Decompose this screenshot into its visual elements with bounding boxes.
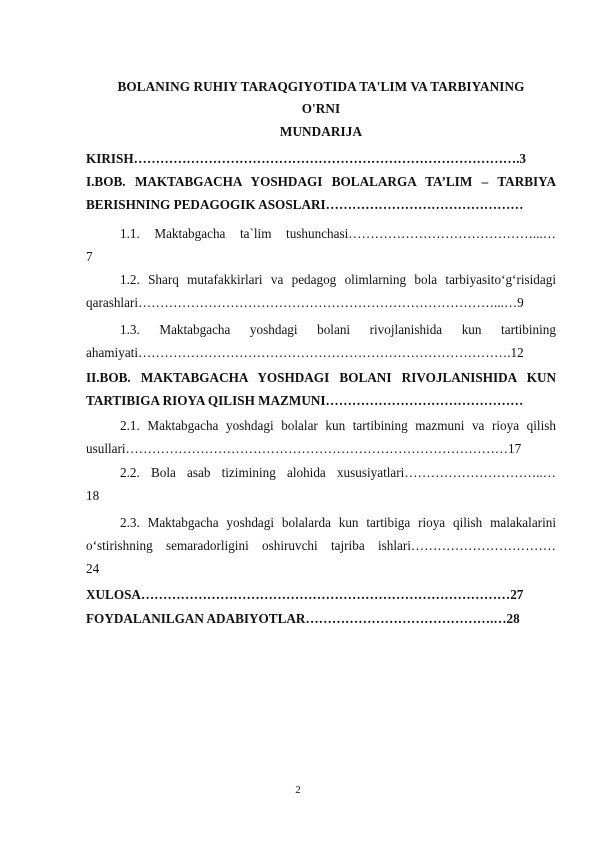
document-title-line-2: O'RNI	[301, 101, 341, 116]
toc-entry-references: FOYDALANILGAN ADABIYOTLAR…………………………………….…28	[86, 611, 520, 626]
toc-section-2-3-line-3: 24	[86, 561, 100, 576]
toc-chapter-2-line-1: II.BOB. MAKTABGACHA YOSHDAGI BOLANI RIVOJLANISHIDA KUN	[86, 370, 556, 385]
toc-section-2-2-line-2: 18	[86, 488, 100, 503]
toc-section-2-1-line-2: usullari……………………………………………………………………………17	[86, 441, 522, 456]
toc-section-2-3-line-2: o‘stirishning semaradorligini oshiruvchi tajriba ishlari……………………………	[86, 538, 556, 553]
toc-chapter-1-line-2: BERISHNING PEDAGOGIK ASOSLARI………………………………………	[86, 197, 524, 212]
toc-section-2-3-line-1: 2.3. Maktabgacha yoshdagi bolalarda kun tartibiga rioya qilish malakalarini	[120, 515, 556, 530]
page-number: 2	[295, 784, 301, 796]
contents-heading: MUNDARIJA	[279, 124, 363, 139]
document-title-line-1: BOLANING RUHIY TARAQGIYOTIDA TA'LIM VA TARBIYANING	[117, 79, 525, 94]
toc-section-1-1	[86, 222, 556, 268]
toc-entry-conclusion: XULOSA…………………………………………………………………………27	[86, 587, 524, 602]
toc-section-1-2	[86, 268, 556, 314]
toc-section-2-1-line-1: 2.1. Maktabgacha yoshdagi bolalar kun tartibining mazmuni va rioya qilish	[120, 418, 556, 433]
toc-section-1-1-line-1: 1.1. Maktabgacha ta`lim tushunchasi……………………………………...…	[120, 226, 556, 241]
toc-section-1-1-line-2: 7	[86, 249, 93, 264]
toc-section-2-3	[86, 511, 556, 580]
toc-section-1-3-line-1: 1.3. Maktabgacha yoshdagi bolani rivojlanishida kun tartibining	[120, 322, 556, 337]
toc-section-2-2-line-1: 2.2. Bola asab tizimining alohida xususiyatlari…………………………..…	[120, 465, 556, 480]
toc-section-1-2-line-1: 1.2. Sharq mutafakkirlari va pedagog olimlarning bola tarbiyasito‘g‘risidagi	[120, 272, 556, 287]
toc-section-2-2	[86, 461, 556, 507]
toc-section-1-3	[86, 318, 556, 364]
toc-section-1-2-line-2: qarashlari………………………………………………………………………...…9	[86, 295, 524, 310]
toc-section-2-1	[86, 414, 556, 460]
toc-chapter-2-line-2: TARTIBIGA RIOYA QILISH MAZMUNI………………………………………	[86, 393, 524, 408]
toc-entry-intro: KIRISH…………………………………………………………………………….3	[86, 151, 526, 166]
toc-section-1-3-line-2: ahamiyati………………………………………………………………………….12	[86, 345, 524, 360]
toc-chapter-1-line-1: I.BOB. MAKTABGACHA YOSHDAGI BOLALARGA TA’LIM – TARBIYA	[86, 174, 556, 189]
